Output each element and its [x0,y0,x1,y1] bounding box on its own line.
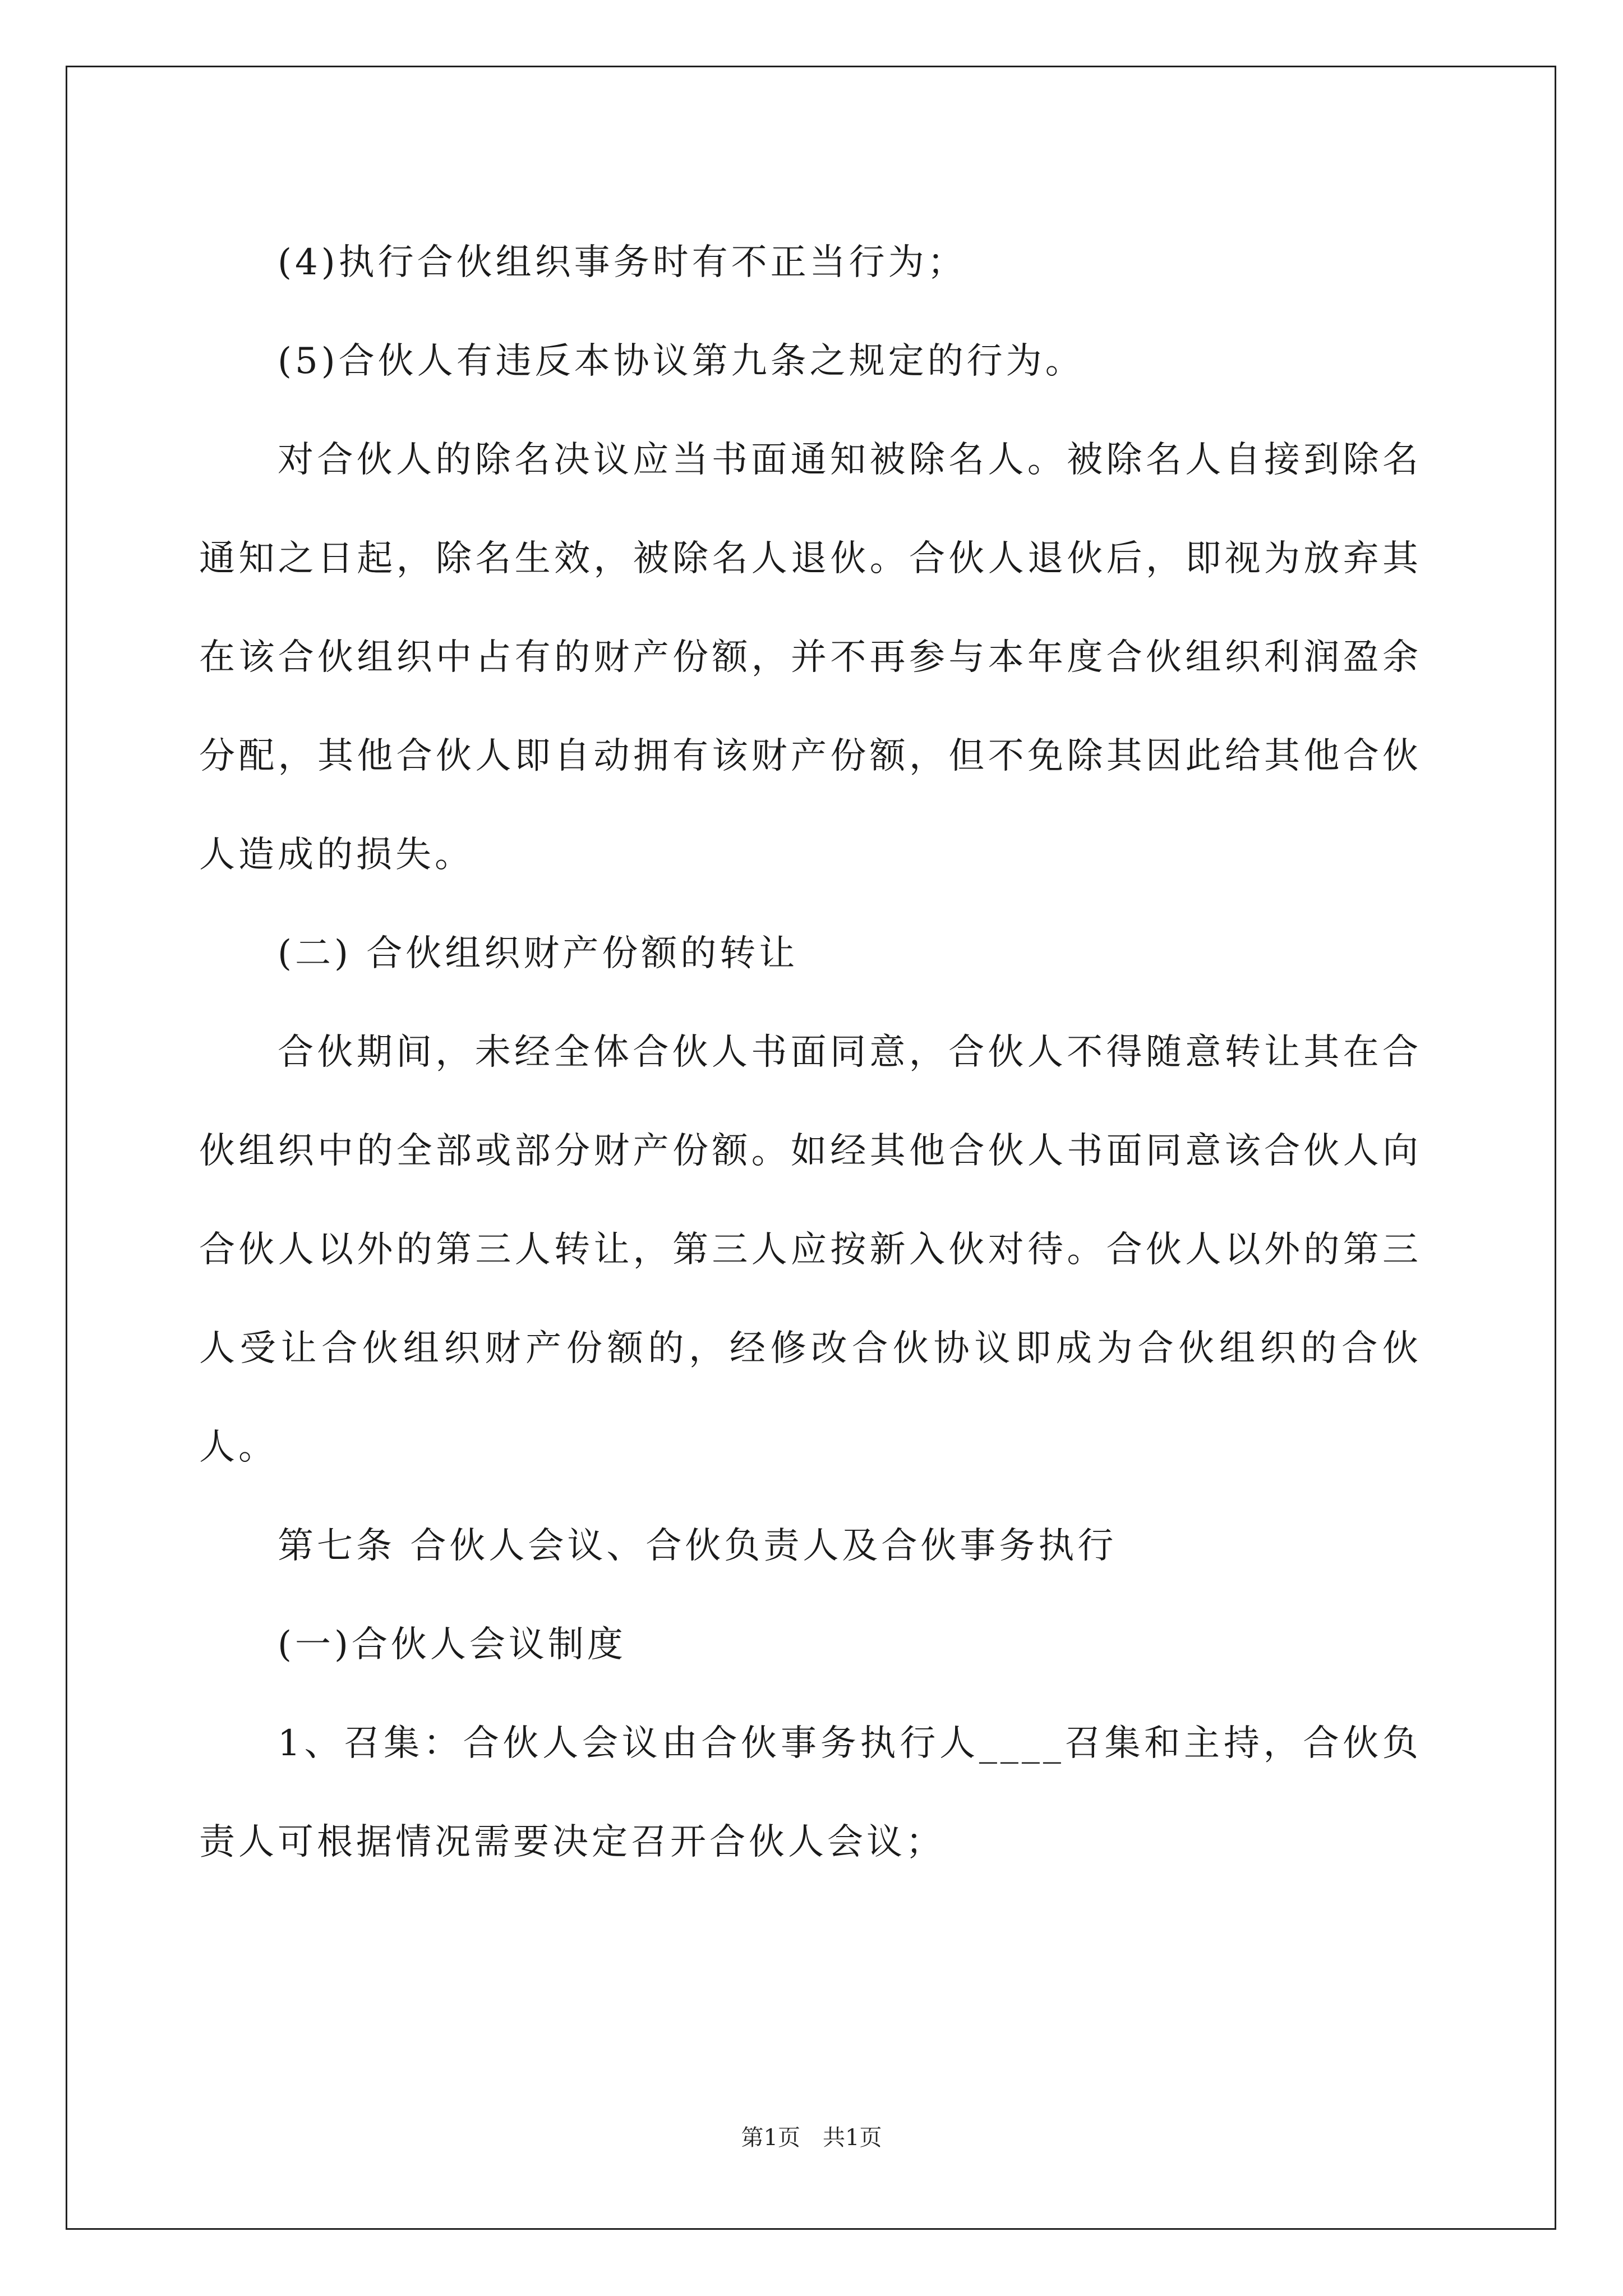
section-heading-transfer: (二) 合伙组织财产份额的转让 [278,933,799,974]
paragraph-convening: 1、召集：合伙人会议由合伙事务执行人____召集和主持，合伙负责人可根据情况需要决定召开合伙人会议； [199,1723,1422,1863]
section-heading-meeting: (一)合伙人会议制度 [278,1624,626,1665]
paragraph-transfer-rules: 合伙期间，未经全体合伙人书面同意，合伙人不得随意转让其在合伙组织中的全部或部分财产份额。如经其他合伙人书面同意该合伙人向合伙人以外的第三人转让，第三人应按新入伙对待。合伙人以外的第三人受让合伙组织财产份额的，经修改合伙协议即成为合伙组织的合伙人。 [199,1032,1422,1468]
article-heading-seven: 第七条 合伙人会议、合伙负责人及合伙事务执行 [278,1525,1117,1567]
page-number-current: 第1页 [741,2125,800,2151]
page-number-total: 共1页 [823,2125,882,2151]
paragraph-item-4: (4)执行合伙组织事务时有不正当行为； [278,242,967,283]
paragraph-expulsion-notice: 对合伙人的除名决议应当书面通知被除名人。被除名人自接到除名通知之日起，除名生效，被除名人退伙。合伙人退伙后，即视为放弃其在该合伙组织中占有的财产份额，并不再参与本年度合伙组织利润盈余分配，其他合伙人即自动拥有该财产份额，但不免除其因此给其他合伙人造成的损失。 [199,439,1422,876]
paragraph-item-5: (5)合伙人有违反本协议第九条之规定的行为。 [278,341,1085,382]
page-footer [0,2124,1623,2152]
document-body [199,213,1422,1892]
